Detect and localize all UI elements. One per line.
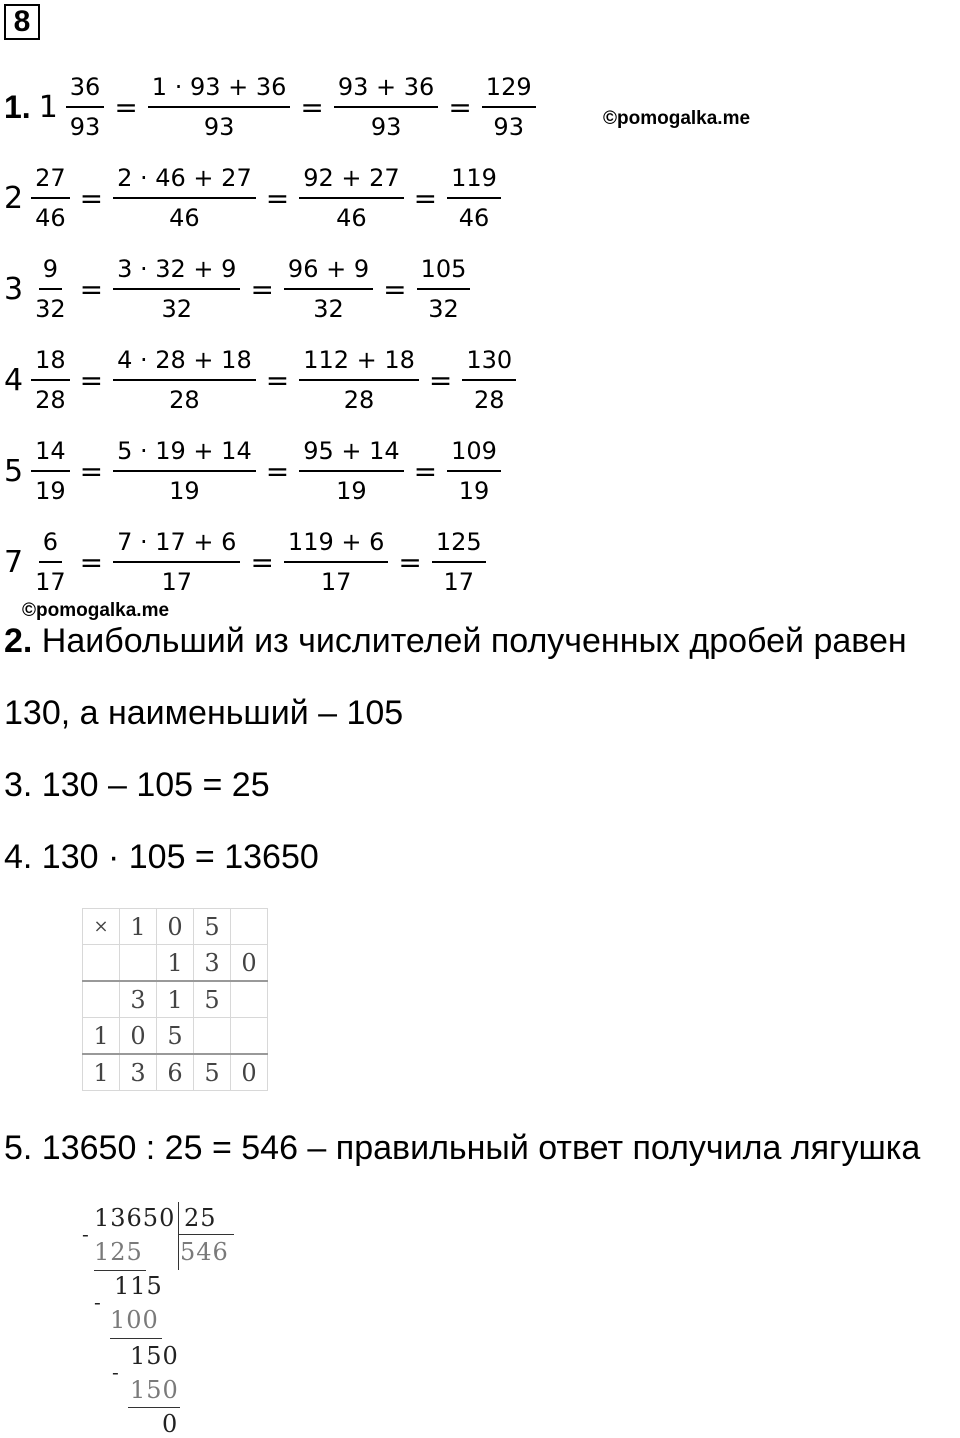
grid-cell: 3: [120, 1054, 157, 1091]
result-fraction: $\frac{125}{17}$: [432, 527, 486, 597]
grid-cell: 5: [194, 1054, 231, 1091]
watermark: ©pomogalka.me: [22, 600, 170, 621]
step-4: 4. 130 · 105 = 13650: [4, 838, 319, 876]
divisor: 25: [184, 1204, 217, 1232]
result-fraction: $\frac{119}{46}$: [447, 163, 501, 233]
grid-cell: [231, 909, 268, 945]
grid-cell: [231, 981, 268, 1018]
expression-fraction: $\frac{5 \cdot 19 + 14}{19}$: [113, 436, 256, 506]
dividend: 13650: [94, 1204, 176, 1232]
expression-fraction: $\frac{2 \cdot 46 + 27}{46}$: [113, 163, 256, 233]
grid-cell: 0: [231, 1054, 268, 1091]
mixed-fraction: $\frac{27}{46}$: [31, 163, 70, 233]
grid-cell: 1: [83, 1018, 120, 1055]
long-division: [80, 1200, 280, 1437]
minus-sign: -: [94, 1290, 102, 1314]
step-2-line-1: 2. Наибольший из числителей полученных дробей равен: [4, 622, 907, 660]
grid-cell: 0: [120, 1018, 157, 1055]
sum-fraction: $\frac{95 + 14}{19}$: [299, 436, 403, 506]
step-5: 5. 13650 : 25 = 546 – правильный ответ получила лягушка: [4, 1129, 921, 1167]
grid-cell: 0: [157, 909, 194, 945]
grid-cell: 1: [120, 909, 157, 945]
fraction-row: 7 $\frac{6}{17}$ = $\frac{7 \cdot 17 + 6}{17}$ = $\frac{119 + 6}{17}$ = $\frac{125}{17}$: [4, 527, 488, 597]
grid-cell: 5: [194, 981, 231, 1018]
fraction-row: 4 $\frac{18}{28}$ = $\frac{4 \cdot 28 + 18}{28}$ = $\frac{112 + 18}{28}$ = $\frac{130}{28}$: [4, 345, 518, 415]
mixed-fraction: $\frac{18}{28}$: [31, 345, 70, 415]
fraction-row: 5 $\frac{14}{19}$ = $\frac{5 \cdot 19 + 14}{19}$ = $\frac{95 + 14}{19}$ = $\frac{109}{19}$: [4, 436, 503, 506]
grid-cell: 0: [231, 945, 268, 982]
mixed-fraction: $\frac{9}{32}$: [35, 255, 66, 323]
quotient: 546: [180, 1238, 229, 1266]
multiplication-grid: [82, 908, 268, 1091]
grid-cell: [83, 945, 120, 982]
whole-part: 3: [4, 271, 24, 307]
fraction-row: 1. 1 $\frac{36}{93}$ = $\frac{1 \cdot 93 + 36}{93}$ = $\frac{93 + 36}{93}$ = $\frac{129}{93}$: [4, 72, 538, 142]
grid-cell: 3: [120, 981, 157, 1018]
step-2-line-2: 130, а наименьший – 105: [4, 694, 404, 732]
grid-cell: 1: [157, 945, 194, 982]
result-fraction: $\frac{129}{93}$: [482, 72, 536, 142]
sum-fraction: $\frac{112 + 18}{28}$: [299, 345, 419, 415]
grid-cell: [83, 981, 120, 1018]
sum-fraction: $\frac{96 + 9}{32}$: [284, 254, 373, 324]
watermark: ©pomogalka.me: [603, 108, 751, 129]
minus-sign: -: [82, 1222, 90, 1246]
final-remainder: 0: [162, 1410, 179, 1438]
grid-cell: [231, 1018, 268, 1055]
grid-cell: 6: [157, 1054, 194, 1091]
sum-fraction: $\frac{92 + 27}{46}$: [299, 163, 403, 233]
whole-part: 4: [4, 362, 24, 398]
grid-cell: 3: [194, 945, 231, 982]
result-fraction: $\frac{109}{19}$: [447, 436, 501, 506]
grid-cell: ×: [83, 909, 120, 945]
grid-cell: 5: [194, 909, 231, 945]
expression-fraction: $\frac{3 \cdot 32 + 9}{32}$: [113, 254, 240, 324]
whole-part: 7: [4, 544, 24, 580]
sum-fraction: $\frac{119 + 6}{17}$: [284, 527, 388, 597]
grid-cell: [120, 945, 157, 982]
expression-fraction: $\frac{1 \cdot 93 + 36}{93}$: [148, 72, 291, 142]
step-3: 3. 130 – 105 = 25: [4, 766, 270, 804]
grid-cell: 1: [83, 1054, 120, 1091]
fraction-row: 2 $\frac{27}{46}$ = $\frac{2 \cdot 46 + 27}{46}$ = $\frac{92 + 27}{46}$ = $\frac{119}{46}$: [4, 163, 503, 233]
sum-fraction: $\frac{93 + 36}{93}$: [334, 72, 438, 142]
grid-cell: 5: [157, 1018, 194, 1055]
mixed-fraction: $\frac{14}{19}$: [31, 436, 70, 506]
subtrahend: 100: [110, 1306, 159, 1334]
subtrahend: 125: [94, 1238, 143, 1266]
remainder: 115: [114, 1272, 163, 1300]
subtrahend: 150: [130, 1376, 179, 1404]
whole-part: 2: [4, 180, 24, 216]
result-fraction: $\frac{130}{28}$: [462, 345, 516, 415]
remainder: 150: [130, 1342, 179, 1370]
minus-sign: -: [112, 1360, 120, 1384]
step-label: 1.: [4, 88, 31, 125]
whole-part: 5: [4, 453, 24, 489]
result-fraction: $\frac{105}{32}$: [417, 254, 471, 324]
expression-fraction: $\frac{7 \cdot 17 + 6}{17}$: [113, 527, 240, 597]
grid-cell: 1: [157, 981, 194, 1018]
mixed-fraction: $\frac{6}{17}$: [35, 528, 66, 596]
whole-part: 1: [38, 89, 58, 125]
mixed-fraction: $\frac{36}{93}$: [66, 72, 105, 142]
fraction-row: 3 $\frac{9}{32}$ = $\frac{3 \cdot 32 + 9}{32}$ = $\frac{96 + 9}{32}$ = $\frac{105}{32}$: [4, 254, 472, 324]
expression-fraction: $\frac{4 \cdot 28 + 18}{28}$: [113, 345, 256, 415]
task-number-badge: 8: [4, 4, 40, 40]
grid-cell: [194, 1018, 231, 1055]
